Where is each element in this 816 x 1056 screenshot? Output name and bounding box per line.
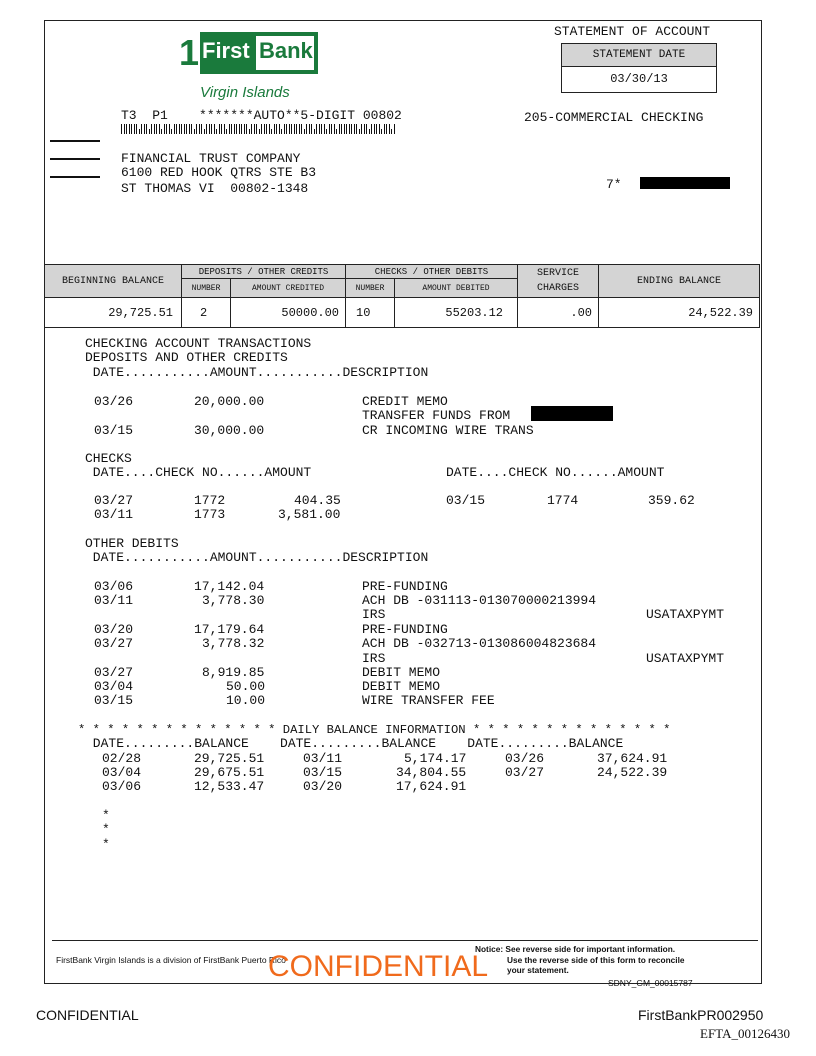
asterisk: * [102,837,110,852]
division-note: FirstBank Virgin Islands is a division of FirstBank Puerto Rico [56,955,286,965]
balance-date: 02/28 [102,751,142,766]
notice-line-1: Notice: See reverse side for important information. [475,944,676,954]
redaction-bar [531,406,613,421]
sdny-number: SDNY_GM_00015787 [608,978,693,988]
check-amount: 404.35 [294,493,341,508]
amount-debited-label: AMOUNT DEBITED [395,279,518,298]
debit-amount: 10.00 [226,693,266,708]
balance-amount: 12,533.47 [194,779,265,794]
balance-amount: 17,624.91 [396,779,467,794]
debit-desc: DEBIT MEMO [362,665,441,680]
check-number: 1773 [194,507,226,522]
check-date: 03/11 [94,507,134,522]
marker-line [50,140,100,142]
confidential-stamp: CONFIDENTIAL [268,950,489,983]
debit-desc: ACH DB -032713-013086004823684 [362,636,597,651]
statement-date-box [561,43,717,93]
debit-amount: 3,778.30 [202,593,265,608]
check-date: 03/15 [446,493,486,508]
beginning-balance-label: BEGINNING BALANCE [45,265,182,298]
debit-amount: 17,142.04 [194,579,265,594]
efta-number: EFTA_00126430 [700,1026,790,1041]
balance-amount: 37,624.91 [597,751,668,766]
check-number: 1772 [194,493,226,508]
checks-columns: DATE....CHECK NO......AMOUNT [446,465,665,480]
amount-debited: 55203.12 [395,298,518,328]
address-line-1: FINANCIAL TRUST COMPANY [121,151,301,166]
debit-date: 03/27 [94,665,134,680]
checks-label: CHECKS / OTHER DEBITS [346,265,518,279]
balance-amount: 29,725.51 [194,751,265,766]
deposit-amount: 30,000.00 [194,423,265,438]
debit-desc: ACH DB -031113-013070000213994 [362,593,597,608]
deposits-count: 2 [182,298,231,328]
debit-date: 03/20 [94,622,134,637]
statement-title: STATEMENT OF ACCOUNT [554,24,711,39]
balance-amount: 24,522.39 [597,765,668,780]
debit-desc: PRE-FUNDING [362,579,448,594]
check-date: 03/27 [94,493,134,508]
redaction-bar [640,177,730,189]
debit-desc: IRS [362,607,386,622]
debit-date: 03/06 [94,579,134,594]
number-label: NUMBER [346,279,395,298]
postal-barcode [121,124,396,134]
debit-desc: WIRE TRANSFER FEE [362,693,495,708]
check-amount: 3,581.00 [278,507,341,522]
check-number: 1774 [547,493,579,508]
mail-code: T3 P1 *******AUTO**5-DIGIT 00802 [121,108,402,123]
deposit-desc: CR INCOMING WIRE TRANS [362,423,534,438]
footer-divider [52,940,758,941]
marker-line [50,176,100,178]
debit-date: 03/11 [94,593,134,608]
debit-amount: 50.00 [226,679,266,694]
other-debits-heading: OTHER DEBITS [85,536,179,551]
deposit-date: 03/15 [94,423,134,438]
service-charges-label [518,265,599,298]
transactions-heading: CHECKING ACCOUNT TRANSACTIONS [85,336,312,351]
confidential-label: CONFIDENTIAL [36,1007,139,1023]
balance-date: 03/27 [505,765,545,780]
daily-balance-heading: * * * * * * * * * * * * * * DAILY BALANCE INFORMATION * * * * * * * * * * * * * * [78,723,671,737]
daily-balance-columns: DATE.........BALANCE DATE.........BALANCE DATE.........BALANCE [85,736,624,751]
bates-number: FirstBankPR002950 [638,1007,764,1023]
debit-amount: 8,919.85 [202,665,265,680]
balance-date: 03/11 [303,751,343,766]
deposit-desc: CREDIT MEMO [362,394,448,409]
amount-credited: 50000.00 [231,298,346,328]
other-debits-columns: DATE...........AMOUNT...........DESCRIPTION [85,550,429,565]
account-type: 205-COMMERCIAL CHECKING [524,110,704,125]
logo-first: First [202,38,250,63]
checks-count: 10 [346,298,395,328]
address-line-3: ST THOMAS VI 00802-1348 [121,181,309,196]
statement-date-label: STATEMENT DATE [562,44,716,67]
marker-line [50,158,100,160]
balance-date: 03/26 [505,751,545,766]
balance-date: 03/06 [102,779,142,794]
checks-heading: CHECKS [85,451,132,466]
ending-balance: 24,522.39 [599,298,760,328]
balance-amount: 29,675.51 [194,765,265,780]
service-charges: .00 [518,298,599,328]
deposits-label: DEPOSITS / OTHER CREDITS [182,265,346,279]
logo-subtitle: Virgin Islands [200,84,290,101]
debit-date: 03/04 [94,679,134,694]
asterisk: * [102,822,110,837]
balance-amount: 5,174.17 [404,751,467,766]
deposit-amount: 20,000.00 [194,394,265,409]
account-summary-table [44,264,760,328]
notice-line-3: your statement. [507,965,569,975]
beginning-balance: 29,725.51 [45,298,182,328]
firstbank-logo [176,32,318,74]
logo-bank: Bank [259,38,313,63]
balance-amount: 34,804.55 [396,765,467,780]
charges-label: CHARGES [536,283,579,294]
amount-credited-label: AMOUNT CREDITED [231,279,346,298]
checks-columns: DATE....CHECK NO......AMOUNT [85,465,312,480]
balance-date: 03/04 [102,765,142,780]
deposits-columns: DATE...........AMOUNT...........DESCRIPTION [85,365,429,380]
number-label: NUMBER [182,279,231,298]
balance-date: 03/15 [303,765,343,780]
debit-extra: USATAXPYMT [646,651,725,666]
debit-date: 03/27 [94,636,134,651]
check-amount: 359.62 [648,493,695,508]
service-label: SERVICE [536,268,579,279]
debit-extra: USATAXPYMT [646,607,725,622]
debit-amount: 3,778.32 [202,636,265,651]
deposit-desc: TRANSFER FUNDS FROM [362,408,511,423]
notice-line-2: Use the reverse side of this form to reconcile [507,955,685,965]
logo-one: 1 [179,32,200,73]
deposits-heading: DEPOSITS AND OTHER CREDITS [85,350,288,365]
ending-balance-label: ENDING BALANCE [599,265,760,298]
account-ref: 7* [606,177,622,192]
asterisk: * [102,808,110,823]
debit-amount: 17,179.64 [194,622,265,637]
debit-date: 03/15 [94,693,134,708]
address-line-2: 6100 RED HOOK QTRS STE B3 [121,165,317,180]
debit-desc: DEBIT MEMO [362,679,441,694]
debit-desc: PRE-FUNDING [362,622,448,637]
balance-date: 03/20 [303,779,343,794]
deposit-date: 03/26 [94,394,134,409]
debit-desc: IRS [362,651,386,666]
statement-date: 03/30/13 [610,72,668,86]
